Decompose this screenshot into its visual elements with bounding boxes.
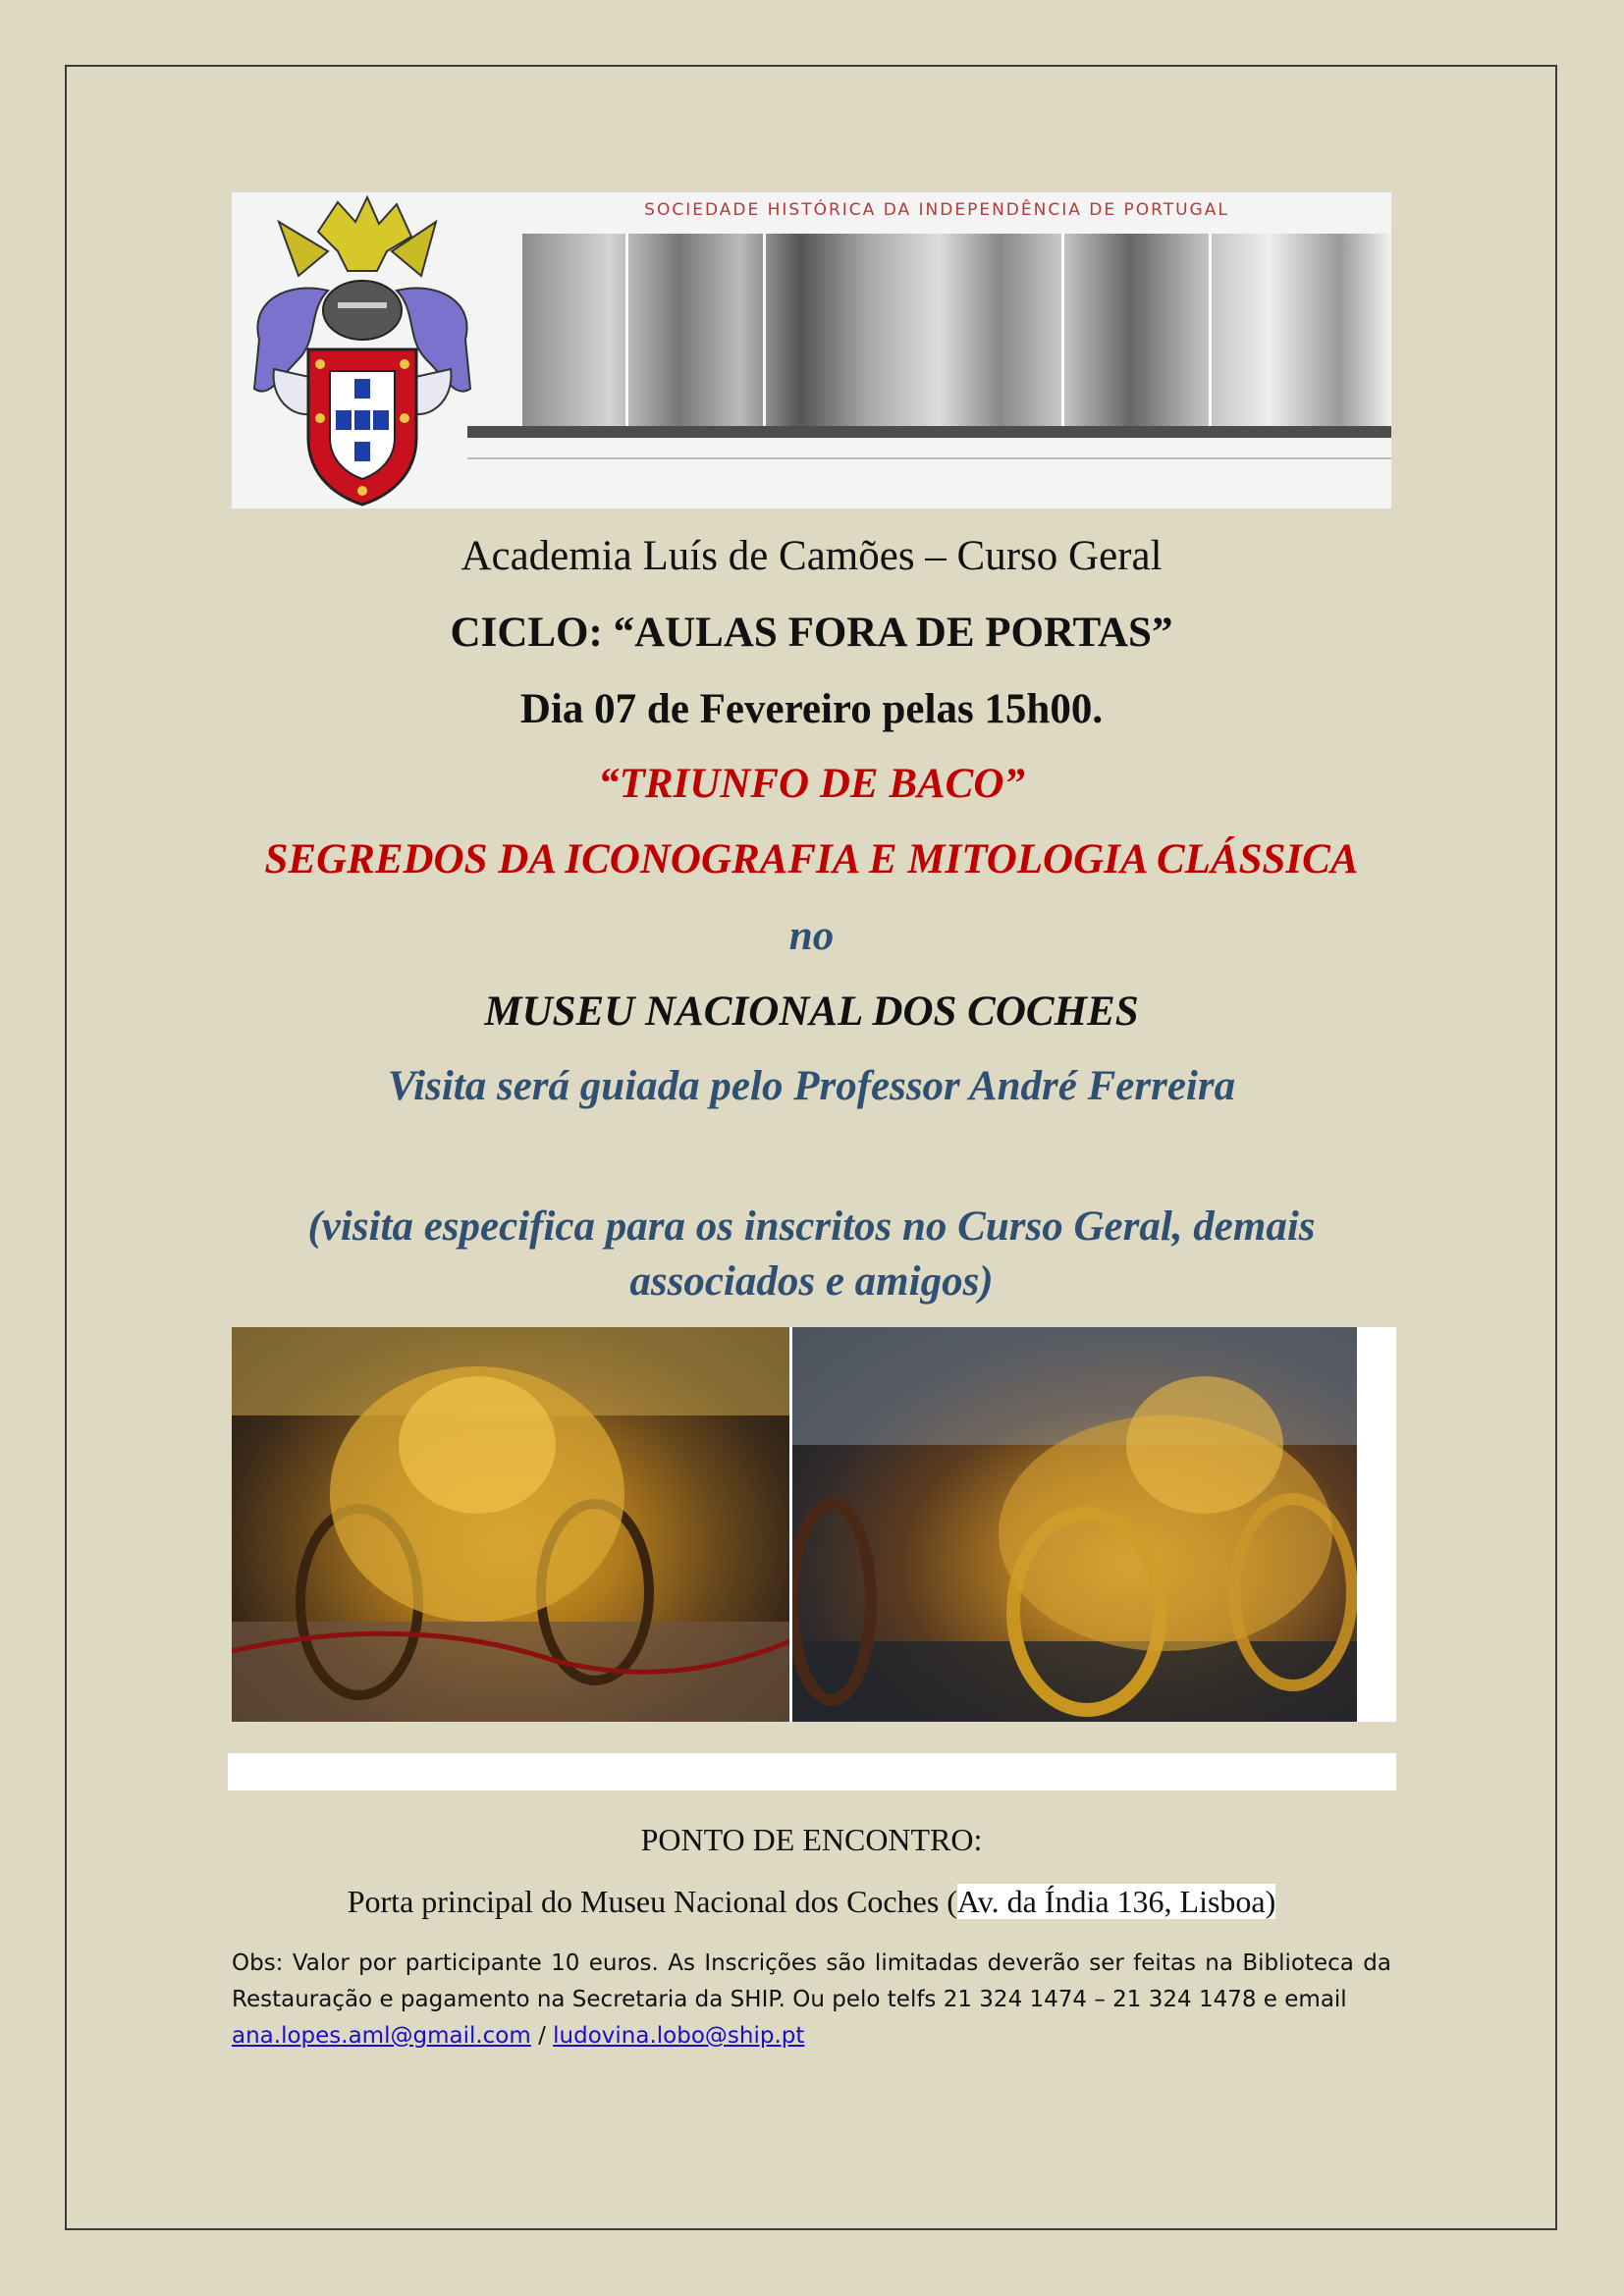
museum-name: MUSEU NACIONAL DOS COCHES [484, 988, 1139, 1035]
meeting-label: PONTO DE ENCONTRO: [640, 1822, 983, 1857]
audience-note: (visita especifica para os inscritos no Curso Geral, demais associados e amigos) [307, 1203, 1316, 1305]
white-band [228, 1753, 1396, 1790]
coach-photos [232, 1327, 1396, 1722]
email-separator: / [530, 2023, 554, 2049]
coach-illustration-right [792, 1327, 1357, 1722]
coat-of-arms-icon [240, 192, 485, 508]
observations-paragraph [232, 1946, 1391, 2055]
subject-title: “TRIUNFO DE BACO” [598, 761, 1025, 807]
banner-pane [522, 234, 628, 426]
banner-pane [1212, 234, 1391, 426]
meeting-address: Av. da Índia 136, Lisboa) [956, 1884, 1276, 1919]
banner-title: SOCIEDADE HISTÓRICA DA INDEPENDÊNCIA DE PORTUGAL [644, 200, 1229, 220]
guide-line: Visita será guiada pelo Professor André Ferreira [387, 1063, 1236, 1109]
banner-pane [766, 234, 1064, 426]
meeting-place [232, 1884, 1391, 1920]
banner-pane [628, 234, 766, 426]
banner-rule [467, 457, 1391, 459]
email-link-ludovina[interactable]: ludovina.lobo@ship.pt [553, 2023, 805, 2049]
observations-text: Obs: Valor por participante 10 euros. As Inscrições são limitadas deverão ser feitas na Biblioteca da Restauração e pagamento na Secretaria da SHIP. Ou pelo telfs 21 324 1474 – 21 324 1478 e email [232, 1950, 1391, 2012]
banner-pane [1064, 234, 1212, 426]
meeting-place-text: Porta principal do Museu Nacional dos Coches ( [347, 1884, 957, 1919]
banner-bar [467, 426, 1391, 438]
coach-photo-right [792, 1327, 1357, 1722]
date-line: Dia 07 de Fevereiro pelas 15h00. [519, 686, 1104, 732]
coach-illustration-left [232, 1327, 789, 1722]
subject-subtitle: SEGREDOS DA ICONOGRAFIA E MITOLOGIA CLÁSSICA [264, 836, 1359, 882]
coach-photo-left [232, 1327, 789, 1722]
academy-line: Academia Luís de Camões – Curso Geral [460, 533, 1163, 579]
cycle-line: CICLO: “AULAS FORA DE PORTAS” [450, 610, 1173, 656]
connector-word: no [788, 913, 835, 959]
email-link-ana[interactable]: ana.lopes.aml@gmail.com [232, 2023, 531, 2049]
banner-photo-strip [522, 234, 1391, 426]
header-banner [232, 192, 1391, 508]
